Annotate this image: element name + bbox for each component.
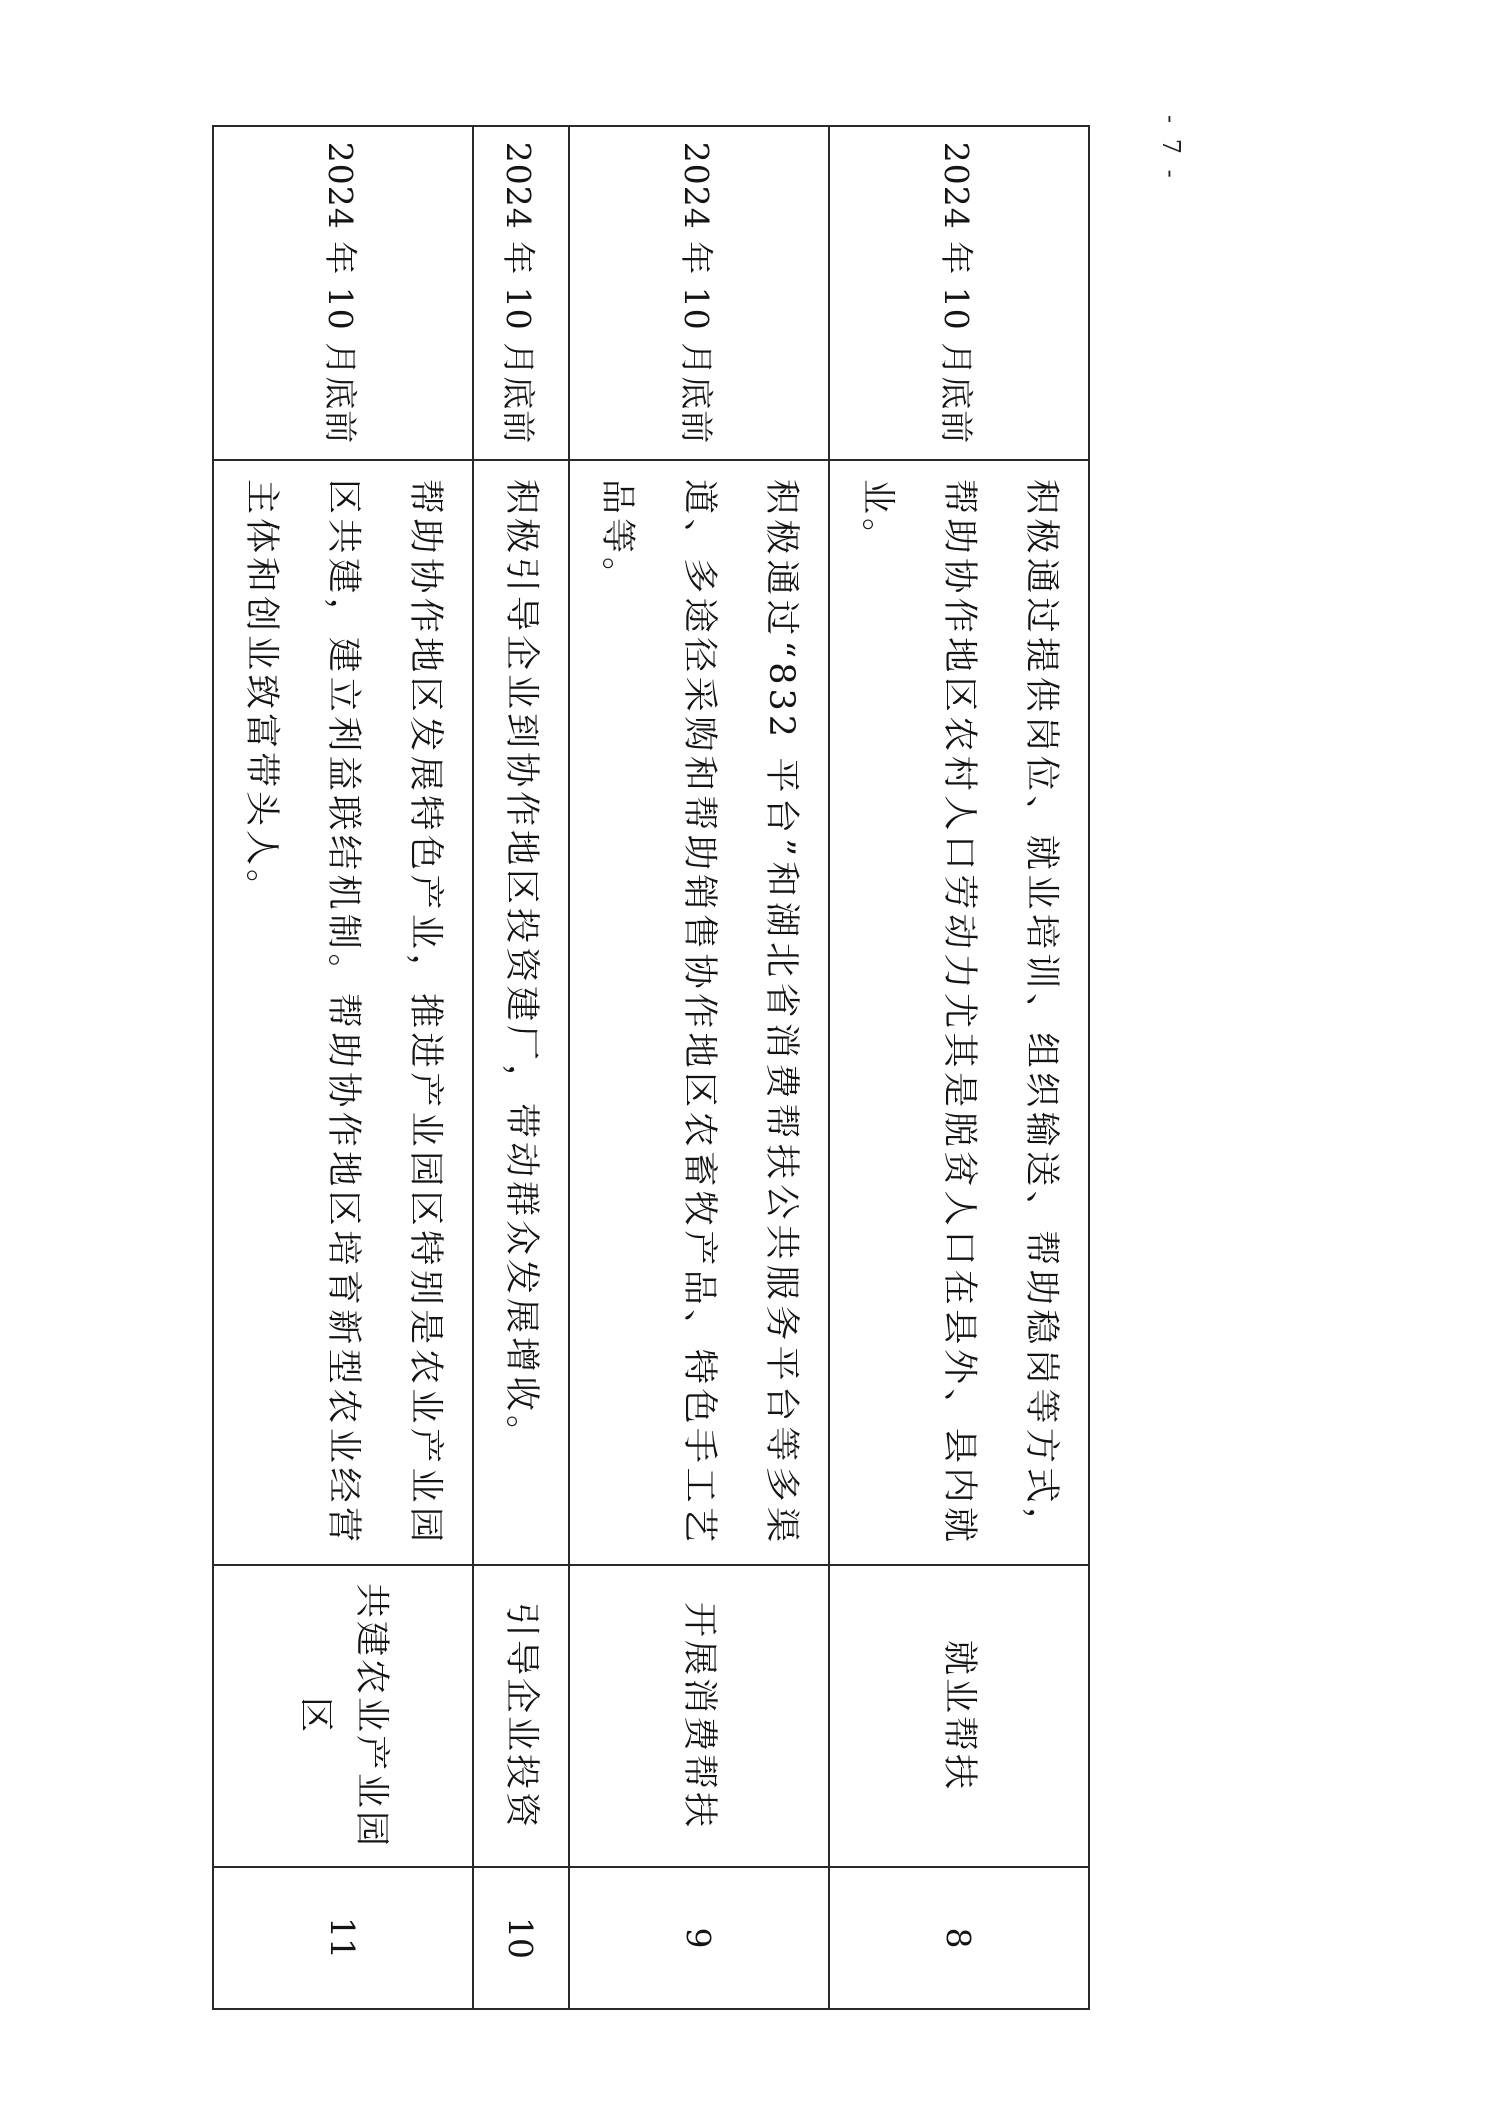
number-cell: 9 (569, 1867, 829, 2009)
table-row (473, 126, 569, 2009)
task-cell: 就业帮扶 (829, 1565, 1089, 1867)
task-table (212, 125, 1090, 2010)
number-cell: 11 (213, 1867, 473, 2009)
content-cell: 积极通过“832 平台”和湖北省消费帮扶公共服务平台等多渠道、多途径采购和帮助销售协作地区农畜牧产品、特色手工艺品等。 (569, 460, 829, 1565)
number-cell: 10 (473, 1867, 569, 2009)
page-number: - 7 - (1157, 115, 1185, 182)
task-cell: 开展消费帮扶 (569, 1565, 829, 1867)
task-cell: 引导企业投资 (473, 1565, 569, 1867)
content-cell: 积极通过提供岗位、就业培训、组织输送、帮助稳岗等方式，帮助协作地区农村人口劳动力尤其是脱贫人口在县外、县内就业。 (829, 460, 1089, 1565)
number-cell: 8 (829, 1867, 1089, 2009)
content-cell: 帮助协作地区发展特色产业，推进产业园区特别是农业产业园区共建，建立利益联结机制。帮助协作地区培育新型农业经营主体和创业致富带头人。 (213, 460, 473, 1565)
deadline-cell: 2024 年 10 月底前 (213, 126, 473, 460)
task-cell: 共建农业产业园区 (213, 1565, 473, 1867)
deadline-cell: 2024 年 10 月底前 (569, 126, 829, 460)
table-row (829, 126, 1089, 2009)
rotated-page-content (241, 115, 1185, 1975)
content-cell: 积极引导企业到协作地区投资建厂，带动群众发展增收。 (473, 460, 569, 1565)
table-row (213, 126, 473, 2009)
table-row (569, 126, 829, 2009)
deadline-cell: 2024 年 10 月底前 (473, 126, 569, 460)
deadline-cell: 2024 年 10 月底前 (829, 126, 1089, 460)
